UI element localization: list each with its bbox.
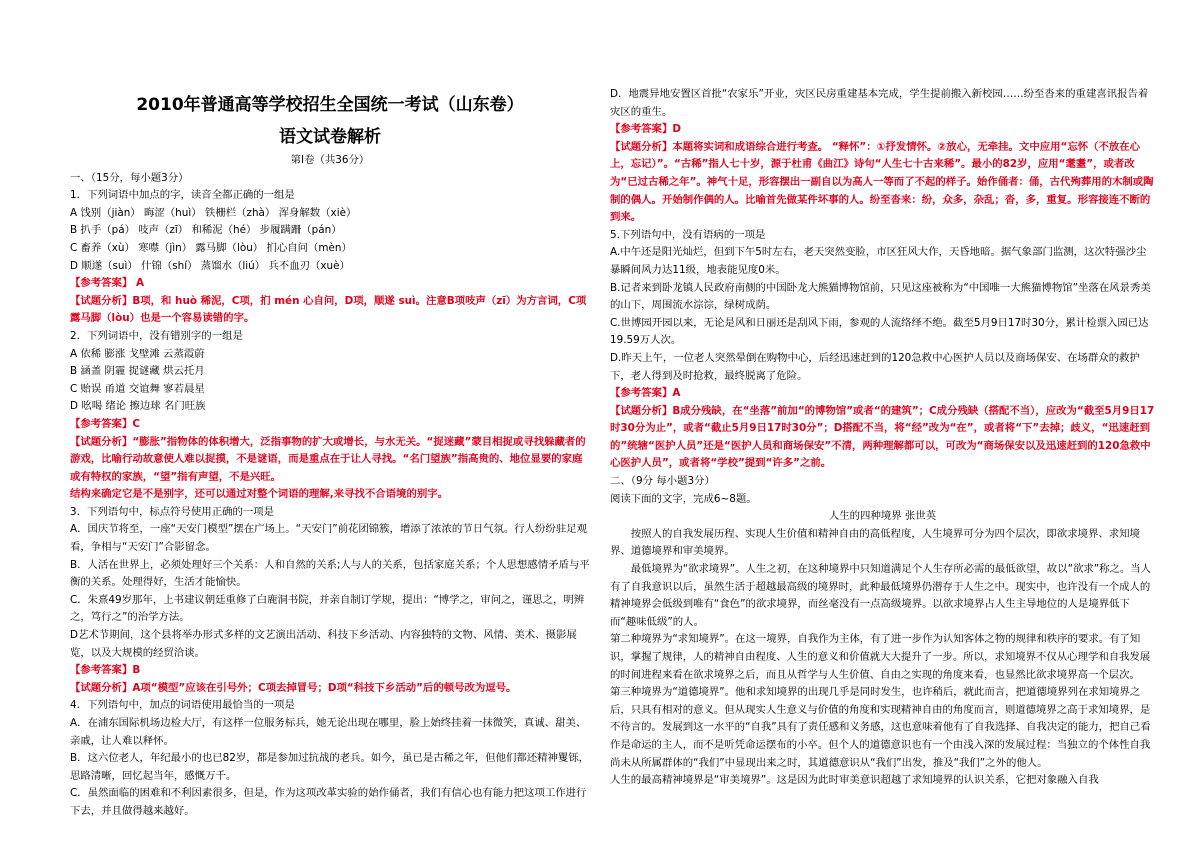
answer-paragraph: 【参考答案】 A	[70, 277, 145, 290]
text-paragraph: 第三种境界为“道德境界”。他和求知境界的出现几乎是同时发生，也许稍后，就此而言，把道德境界列在求知境界之后，只具有相对的意义。但从现实人生意义与价值的角度和实现精神自由的角度而言，则道德境界之高于求知境界，是不待言的。发展到这一水平的“自我”具有了责任感和义务感，这也意味着他有了自我选择、自我决定的能力，把自己看作是命运的主人，而不是听凭命运摆布的小卒。但个人的道德意识也有一个由浅入深的发展过程：当独立的个体性自我尚未从所属群体的“我们”中显现出来之时，其道德意识从“我们”出发，推及“我们”之外的他人。	[610, 686, 1151, 769]
text-paragraph: 人生的四种境界 张世英	[828, 510, 937, 523]
text-paragraph: 阅读下面的文字，完成6~8题。	[610, 492, 757, 505]
document-subtitle: 语文试卷解析	[279, 127, 381, 147]
text-paragraph: 第二种境界为“求知境界”。在这一境界，自我作为主体，有了进一步作为认知客体之物的规律和秩序的要求。有了知识，掌握了规律，人的精神自由程度、人生的意义和价值就大大提升了一步。所以，求知境界不仅从心理学和自我发展的时间进程来看在欲求境界之后，而且从哲学与人生价值、自由之实现的角度来看，也显然比欲求境界高一个层次。	[610, 633, 1151, 681]
answer-paragraph: 【试题分析】A项“模型”应该在引号外；C项去掉冒号；D项“科技下乡活动”后的顿号改为逗号。	[70, 681, 517, 694]
text-paragraph: C．朱熹49岁那年，上书建议朝廷重修了白鹿洞书院，并亲自制订学规，提出：“博学之，审问之，谨思之，明辨之，笃行之”的治学方法。	[70, 593, 585, 624]
text-paragraph: C．虽然面临的困难和不利因素很多，但是，作为这项改革实验的始作俑者，我们有信心也有能力把这项工作进行下去，并且做得越来越好。	[70, 787, 587, 817]
answer-paragraph: 【试题分析】本题将实词和成语综合进行考查。 “释怀”：①抒发情怀。②放心，无牵挂。文中应用“忘怀（不放在心上，忘记）”。“古稀”指人七十岁，源于杜甫《曲江》诗句“人生七十古来稀”。最小的82岁，应用“耄耋”，或者改为“已过古稀之年”。神气十足，形容摆出一副自以为高人一等而了不起的样子。始作俑者：俑，古代殉葬用的木制或陶制的偶人。开始制作偶的人。比喻首先做某件坏事的人。纷至沓来：纷，众多，杂乱；沓，多，重复。形容接连不断的到来。	[610, 140, 1154, 224]
text-paragraph: B 扒手（pá） 吱声（zī） 和稀泥（hé） 步履蹒跚（pán）	[70, 224, 342, 237]
text-paragraph: D 吆喝 绪论 擦边球 名门旺族	[70, 400, 206, 413]
text-paragraph: 最低境界为“欲求境界”。人生之初，在这种境界中只知道满足个人生存所必需的最低欲望，故以“欲求”称之。当人有了自我意识以后，虽然生活于超越最高级的境界时，此种最低境界仍潜存于人生之中。现实中，也许没有一个成人的精神境界会低级到唯有“食色”的欲求境界，而丝毫没有一点高级境界。以欲求境界占人生主导地位的人是境界低下而“趣味低级”的人。	[610, 563, 1152, 628]
text-paragraph: A.中午还是阳光灿烂，但到下午5时左右，老天突然变脸，市区狂风大作，天昏地暗。据气象部门监测，这次特强沙尘暴瞬间风力达11级，地表能见度0米。	[610, 246, 1147, 276]
answer-paragraph: 【试题分析】B项，和 huò 稀泥，C项，扪 mén 心自问，D项，顺遂 suì。注意B项吱声（zī）为方言词，C项露马脚（lòu）也是一个容易读错的字。	[70, 294, 587, 325]
text-paragraph: C.世博园开园以来，无论是风和日丽还是刮风下雨，参观的人流络绎不绝。截至5月9日17时30分，累计检票入园已达19.59万人次。	[610, 316, 1149, 347]
text-paragraph: B.记者来到卧龙镇人民政府南侧的中国卧龙大熊猫博物馆前，只见这座被称为“中国唯一大熊猫博物馆”坐落在风景秀美的山下，周围流水淙淙，绿树成荫。	[610, 281, 1151, 312]
answer-paragraph: 【试题分析】“膨胀”指物体的体积增大，泛指事物的扩大或增长，与水无关。“捉迷藏”蒙目相捉或寻找躲藏者的游戏，比喻行动故意使人难以捉摸，不是谜语，而是重点在于让人寻找。“名门望族”指高贵的、地位显要的家庭或有特权的家族，“望”指有声望，不是兴旺。	[70, 435, 586, 483]
text-paragraph: 5.下列语句中，没有语病的一项是	[610, 228, 766, 241]
text-paragraph: 1．下列词语中加点的字，读音全都正确的一组是	[70, 189, 295, 202]
text-paragraph: C 贻误 甬道 交谊舞 寥若晨星	[70, 382, 205, 395]
text-paragraph: C 畜养（xù） 寒噤（jìn） 露马脚（lòu） 扪心自问（mèn）	[70, 241, 352, 254]
text-paragraph: A．在浦东国际机场边检大厅，有这样一位服务标兵，她无论出现在哪里，脸上始终挂着一抹微笑，真诚、甜美、亲戚，让人难以释怀。	[70, 717, 587, 747]
text-paragraph: B．人活在世界上，必须处理好三个关系：人和自然的关系;人与人的关系，包括家庭关系；个人思想感情矛盾与平衡的关系。处理得好，生活才能愉快。	[70, 558, 590, 589]
left-body	[70, 170, 590, 821]
right-column	[610, 86, 1155, 790]
text-paragraph: 二、（9分 每小题3分）	[610, 475, 715, 488]
answer-paragraph: 【参考答案】D	[610, 123, 681, 136]
text-paragraph: B 涵盖 阴霾 捉谜藏 烘云托月	[70, 365, 205, 378]
left-column	[70, 88, 590, 821]
text-paragraph: A 饯别（jiàn） 晦涩（huì） 铁栅栏（zhà） 浑身解数（xiè）	[70, 206, 357, 219]
answer-paragraph: 【参考答案】A	[610, 387, 681, 400]
text-paragraph: 2．下列词语中，没有错别字的一组是	[70, 329, 243, 342]
text-paragraph: A．国庆节将至，一座“天安门模型”摆在广场上。“天安门”前花团锦簇，增添了浓浓的节日气氛。行人纷纷驻足观看，争相与“天安门”合影留念。	[70, 523, 587, 554]
text-paragraph: 一、（15分，每小题3分）	[70, 171, 189, 184]
text-paragraph: D 顺遂（suì） 什锦（shí） 蒸馏水（liú） 兵不血刃（xuè）	[70, 259, 350, 272]
answer-paragraph: 结构来确定它是不是别字，还可以通过对整个词语的理解,来寻找不合语境的别字。	[70, 488, 449, 501]
text-paragraph: D.昨天上午，一位老人突然晕倒在购物中心，后经迅速赶到的120急救中心医护人员以及商场保安、在场群众的救护下，老人得到及时抢救，最终脱离了危险。	[610, 351, 1140, 382]
right-body	[610, 86, 1155, 790]
text-paragraph: D．地震异地安置区首批“农家乐”开业，灾区民房重建基本完成，学生提前搬入新校园……纷至沓来的重建喜讯报告着灾区的重生。	[610, 88, 1149, 118]
text-paragraph: 4．下列语句中，加点的词语使用最恰当的一项是	[70, 699, 295, 712]
text-paragraph: B．这六位老人，年纪最小的也已82岁，都是参加过抗战的老兵。如今，虽已是古稀之年，但他们都还精神矍铄，思路清晰，回忆起当年，感慨万千。	[70, 752, 590, 782]
answer-paragraph: 【参考答案】C	[70, 417, 140, 430]
text-paragraph: 按照人的自我发展历程、实现人生价值和精神自由的高低程度，人生境界可分为四个层次，即欲求境界、求知境界、道德境界和审美境界。	[610, 527, 1140, 558]
text-paragraph: 3．下列语句中，标点符号使用正确的一项是	[70, 505, 275, 518]
text-paragraph: A 依稀 膨涨 戈壁滩 云蒸霞蔚	[70, 347, 205, 360]
text-paragraph: 人生的最高精神境界是“审美境界”。这是因为此时审美意识超越了求知境界的认识关系，它把对象融入自我	[610, 774, 1099, 787]
document-title: 2010年普通高等学校招生全国统一考试（山东卷）	[136, 95, 524, 115]
text-paragraph: D艺术节期间，这个县将举办形式多样的文艺演出活动、科技下乡活动、内容独特的文物、风情、美术、摄影展览，以及大规模的经贸洽谈。	[70, 629, 577, 659]
answer-paragraph: 【试题分析】B成分残缺，在“坐落”前加“的博物馆”或者“的建筑”；C成分残缺（搭配不当），应改为“截至5月9日17时30分为止”，或者“截止5月9日17时30分”；D搭配不当，将“经”改为“在”，或者将“下”去掉；歧义，“迅速赶到的”统辖“医护人员”还是“医护人员和商场保安”不清，两种理解都可以，可改为“商场保安以及迅速赶到的120急救中心医护人员”，或者将“学校”提到“许多”之前。	[610, 404, 1155, 470]
answer-paragraph: 【参考答案】B	[70, 664, 141, 677]
section-heading: 第Ⅰ卷（共36分）	[290, 154, 370, 166]
